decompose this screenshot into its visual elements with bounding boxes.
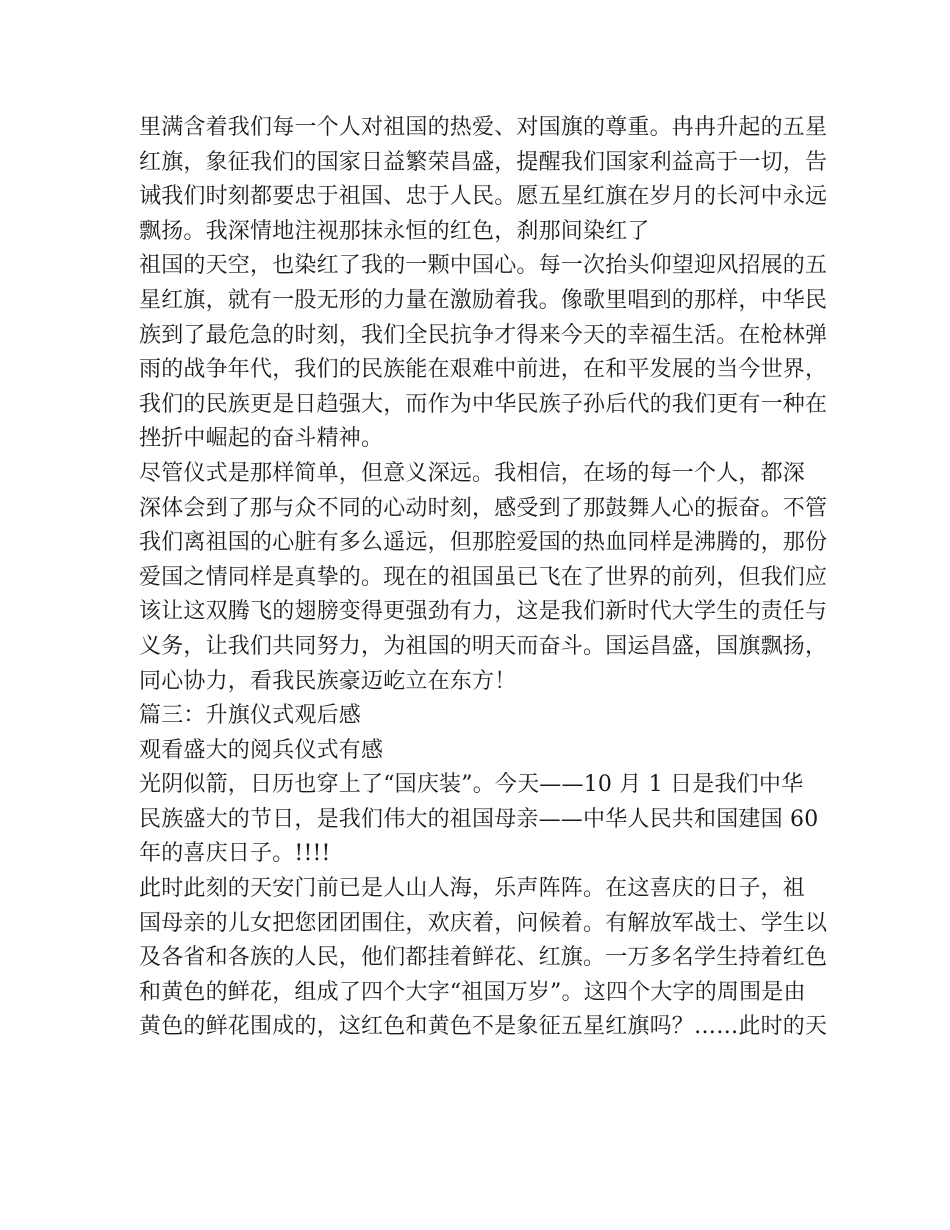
text-line: 爱国之情同样是真挚的。现在的祖国虽已飞在了世界的前列，但我们应 (139, 564, 828, 590)
text-line: 雨的战争年代，我们的民族能在艰难中前进，在和平发展的当今世界， (139, 357, 828, 383)
text-line: 国母亲的儿女把您团团围住，欢庆着，问候着。有解放军战士、学生以 (139, 910, 828, 936)
text-line: 尽管仪式是那样简单，但意义深远。我相信，在场的每一个人，都深 (139, 460, 806, 486)
text-line: 该让这双腾飞的翅膀变得更强劲有力，这是我们新时代大学生的责任与 (139, 599, 828, 625)
text-line: 黄色的鲜花围成的，这红色和黄色不是象征五星红旗吗？……此时的天 (139, 1014, 828, 1040)
text-line: 此时此刻的天安门前已是人山人海，乐声阵阵。在这喜庆的日子，祖 (139, 876, 806, 902)
subheading: 观看盛大的阅兵仪式有感 (139, 737, 384, 763)
text-line: 和黄色的鲜花，组成了四个大字“祖国万岁”。这四个大字的周围是由 (139, 979, 806, 1005)
text-line: 祖国的天空，也染红了我的一颗中国心。每一次抬头仰望迎风招展的五 (139, 253, 828, 279)
text-line: 及各省和各族的人民，他们都挂着鲜花、红旗。一万多名学生持着红色 (139, 945, 828, 971)
text-line: 诫我们时刻都要忠于祖国、忠于人民。愿五星红旗在岁月的长河中永远 (139, 184, 828, 210)
text-line: 星红旗，就有一股无形的力量在激励着我。像歌里唱到的那样，中华民 (139, 287, 828, 313)
text-line: 民族盛大的节日，是我们伟大的祖国母亲——中华人民共和国建国 60 (139, 806, 819, 832)
text-line: 我们离祖国的心脏有多么遥远，但那腔爱国的热血同样是沸腾的，那份 (139, 530, 828, 556)
text-line: 我们的民族更是日趋强大，而作为中华民族子孙后代的我们更有一种在 (139, 391, 828, 417)
document-body (139, 111, 828, 1045)
text-line: 里满含着我们每一个人对祖国的热爱、对国旗的尊重。冉冉升起的五星 (139, 115, 828, 140)
text-line: 挫折中崛起的奋斗精神。 (139, 426, 384, 452)
text-line: 深体会到了那与众不同的心动时刻，感受到了那鼓舞人心的振奋。不管 (139, 495, 828, 521)
text-line: 族到了最危急的时刻，我们全民抗争才得来今天的幸福生活。在枪林弹 (139, 322, 828, 348)
text-line: 红旗，象征我们的国家日益繁荣昌盛，提醒我们国家利益高于一切，告 (139, 149, 828, 175)
text-line: 义务，让我们共同努力，为祖国的明天而奋斗。国运昌盛，国旗飘扬， (139, 633, 828, 659)
section-heading: 篇三：升旗仪式观后感 (139, 703, 362, 729)
text-line: 同心协力，看我民族豪迈屹立在东方！ (139, 668, 517, 694)
text-line: 年的喜庆日子。!!!! (139, 841, 331, 867)
text-line: 飘扬。我深情地注视那抹永恒的红色，刹那间染红了 (139, 218, 650, 244)
text-line: 光阴似箭，日历也穿上了“国庆装”。今天——10 月 1 日是我们中华 (139, 772, 804, 798)
